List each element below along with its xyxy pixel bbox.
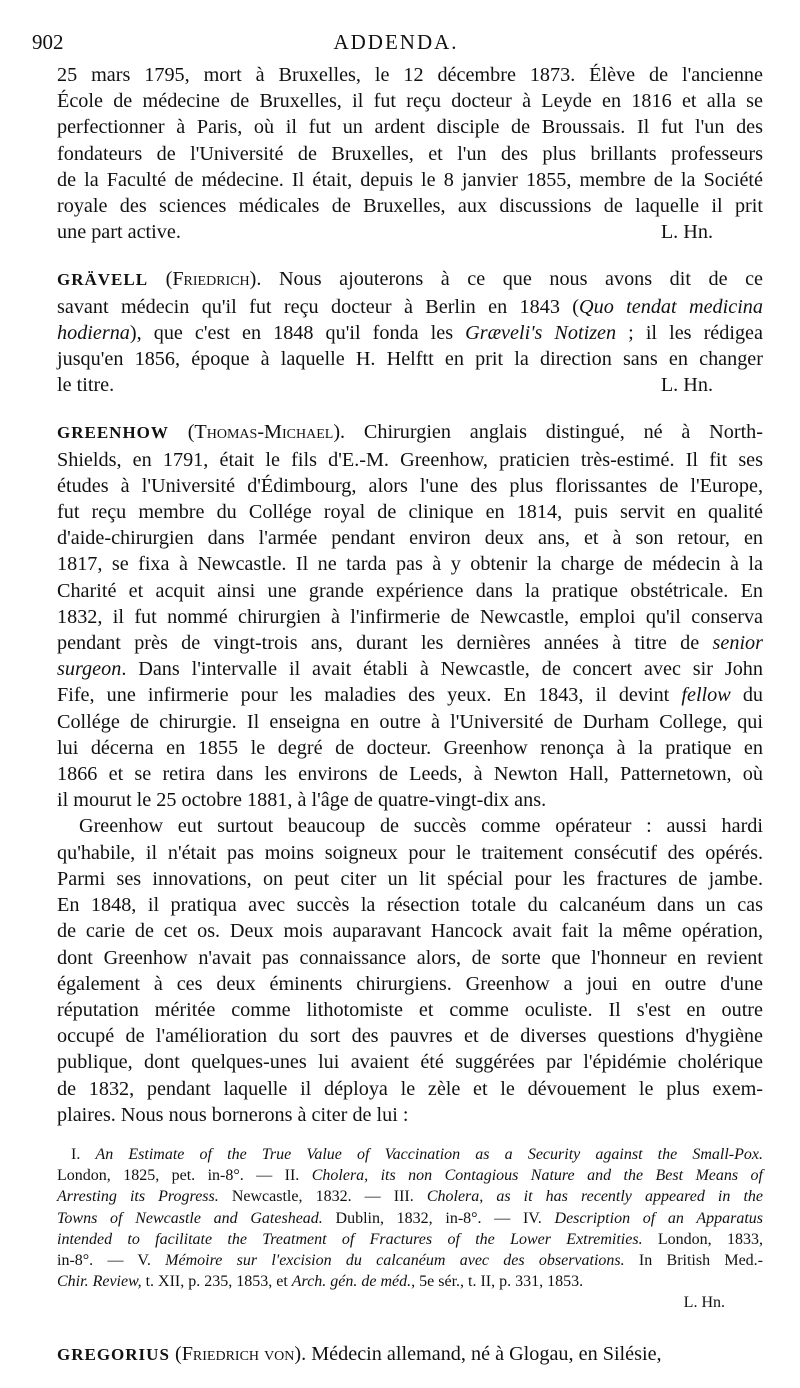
text-line: En 1848, il pratiqua avec succès la résection totale du calcanéum dans un cas <box>57 894 763 917</box>
italic-term: fellow <box>681 684 731 707</box>
entry-gregorius <box>57 1341 763 1368</box>
reference-line <box>57 1186 763 1207</box>
text-fragment: savant médecin qu'il fut reçu docteur à Berlin en 1843 ( <box>57 295 580 318</box>
reference-title: An Estimate of the True Value of Vaccination as a Security against the Small-Pox. <box>95 1145 764 1163</box>
text-fragment: Chirurgien anglais distingué, né à North- <box>345 421 763 444</box>
text-fragment: ; il les rédigea <box>616 321 763 344</box>
text-line: de 1832, pendant laquelle il déploya le zèle et le dévouement le plus exem- <box>57 1077 763 1100</box>
text-line: publique, dont quelques-unes lui avaient été suggérées par l'épidémie cholérique <box>57 1051 763 1074</box>
text-fragment: Médecin allemand, né à Glogau, en Silésie, <box>306 1343 662 1366</box>
text-line: fut reçu membre du Collége royal de clinique en 1814, puis servit en qualité <box>57 501 763 524</box>
text-line: Collége de chirurgie. Il enseigna en outre à l'Université de Durham College, qui <box>57 710 763 733</box>
text-line: de la Faculté de médecine. Il était, depuis le 8 janvier 1855, membre de la Société <box>57 168 763 191</box>
author-signature: L. Hn. <box>660 221 713 244</box>
entry-firstname: (Friedrich von). <box>174 1343 307 1366</box>
text-line: perfectionner à Paris, où il fut un ardent disciple de Broussais. Il fut l'un des <box>57 116 763 139</box>
reference-line <box>57 1271 763 1292</box>
text-line: lui décerna en 1855 le degré de docteur. Greenhow renonça à la pratique en <box>57 736 763 759</box>
text-line <box>57 266 763 293</box>
text-line: Shields, en 1791, était le fils d'E.-M. Greenhow, praticien très-estimé. Il fit ses <box>57 448 763 471</box>
text-line <box>57 219 763 245</box>
italic-title: hodierna <box>57 321 130 344</box>
text-line: de carie de cet os. Deux mois auparavant Hancock avait fait la même opération, <box>57 920 763 943</box>
reference-title: Description of an Apparatus <box>554 1209 764 1227</box>
text-line: royale des sciences médicales de Bruxelles, aux discussions de laquelle il prit <box>57 195 763 218</box>
continued-entry <box>57 62 763 245</box>
italic-title: Quo tendat medicina <box>579 295 763 318</box>
text-fragment: I. <box>71 1145 96 1163</box>
text-line <box>57 320 763 346</box>
text-line <box>57 656 763 682</box>
text-line: qu'habile, il n'était pas moins soigneux pour le traitement consécutif des opérés. <box>57 841 763 864</box>
text-line: 25 mars 1795, mort à Bruxelles, le 12 décembre 1873. Élève de l'ancienne <box>57 64 763 86</box>
reference-line <box>57 1144 763 1165</box>
entry-headword: GREENHOW <box>57 423 169 443</box>
text-line: occupé de l'amélioration du sort des pauvres et de diverses questions d'hygiène <box>57 1025 763 1048</box>
text-line <box>57 419 763 446</box>
text-fragment: Nous ajouterons à ce que nous avons dit de ce <box>261 268 763 291</box>
entry-firstname: (Friedrich). <box>165 268 262 291</box>
text-line <box>57 294 763 320</box>
author-signature: L. Hn. <box>683 1294 725 1312</box>
text-line: 1832, il fut nommé chirurgien à l'infirmerie de Newcastle, emploi qu'il conserva <box>57 605 763 628</box>
reference-title: Cholera, its non Contagious Nature and the Best Means of <box>311 1167 763 1185</box>
reference-title: Towns of Newcastle and Gateshead. <box>57 1209 323 1227</box>
text-line: École de médecine de Bruxelles, il fut reçu docteur à Leyde en 1816 et alla se <box>57 90 763 113</box>
italic-term: senior <box>712 632 763 655</box>
text-line: jusqu'en 1856, époque à laquelle H. Helftt en prit la direction sans en changer <box>57 348 763 371</box>
reference-title: Chir. Review, <box>57 1273 142 1291</box>
text-fragment: 5e sér., t. II, p. 331, 1853. <box>415 1273 584 1291</box>
reference-title: Cholera, as it has recently appeared in the <box>426 1188 764 1206</box>
reference-line <box>57 1250 763 1271</box>
text-line: dont Greenhow n'avait pas connaissance alors, de sorte que l'honneur en revient <box>57 946 763 969</box>
author-signature: L. Hn. <box>660 374 713 397</box>
text-line: Charité et acquit ainsi une grande expérience dans la pratique obstétricale. En <box>57 579 763 602</box>
italic-title: Græveli's Notizen <box>465 321 617 344</box>
text-fragment: London, 1825, pet. in-8°. — II. <box>57 1167 312 1185</box>
reference-line <box>57 1165 763 1186</box>
page-header <box>32 30 760 60</box>
text-fragment: Newcastle, 1832. — III. <box>218 1188 427 1206</box>
page-number: 902 <box>32 30 64 54</box>
text-line: plaires. Nous nous bornerons à citer de lui : <box>57 1103 409 1126</box>
text-fragment: Fife, une infirmerie pour les maladies des yeux. En 1843, il devint <box>57 684 682 707</box>
entry-headword: GRÄVELL <box>57 270 149 290</box>
reference-title: Arch. gén. de méd., <box>291 1273 416 1291</box>
reference-title: Mémoire sur l'excision du calcanéum avec des observations. <box>165 1251 625 1269</box>
text-line <box>57 630 763 656</box>
text-line <box>57 1341 763 1368</box>
reference-title: Arresting its Progress. <box>57 1188 219 1206</box>
page-body <box>57 62 763 1369</box>
text-line <box>57 372 763 398</box>
running-title: ADDENDA. <box>333 30 459 54</box>
text-line: Greenhow eut surtout beaucoup de succès comme opérateur : aussi hardi <box>79 815 763 838</box>
text-fragment: In British Med.- <box>624 1251 763 1269</box>
entry-gravell <box>57 266 763 398</box>
text-fragment: Dublin, 1832, in-8°. — IV. <box>322 1209 555 1227</box>
italic-term: surgeon <box>57 658 122 681</box>
text-fragment: du <box>730 684 764 707</box>
text-line: 1817, se fixa à Newcastle. Il ne tarda pas à y obtenir la charge de médecin à la <box>57 553 763 576</box>
text-fragment: ), que c'est en 1848 qu'il fonda les <box>129 321 466 344</box>
text-line: Parmi ses innovations, on peut citer un lit spécial pour les fractures de jambe. <box>57 867 763 890</box>
text-line: d'aide-chirurgien dans l'armée pendant environ deux ans, et à son retour, en <box>57 527 763 550</box>
bibliography <box>57 1144 763 1313</box>
text-fragment: . Dans l'intervalle il avait établi à Newcastle, de concert avec sir John <box>121 658 763 681</box>
entry-firstname: (Thomas-Michael). <box>187 421 346 444</box>
text-fragment: le titre. <box>57 374 115 397</box>
text-line: également à ces deux éminents chirurgiens. Greenhow a joui en outre d'une <box>57 972 763 995</box>
text-fragment: pendant près de vingt-trois ans, durant les dernières années à titre de <box>57 632 713 655</box>
text-line: fondateurs de l'Université de Bruxelles, et l'un des plus brillants professeurs <box>57 142 763 165</box>
text-line: réputation méritée comme lithotomiste et comme oculiste. Il s'est en outre <box>57 998 763 1021</box>
text-line: il mourut le 25 octobre 1881, à l'âge de quatre-vingt-dix ans. <box>57 789 547 812</box>
text-fragment: une part active. <box>57 221 181 244</box>
reference-line <box>57 1208 763 1229</box>
text-line <box>57 682 763 708</box>
text-fragment: London, 1833, <box>642 1230 763 1248</box>
entry-headword: GREGORIUS <box>57 1345 170 1365</box>
reference-line <box>57 1229 763 1250</box>
entry-greenhow <box>57 419 763 1313</box>
text-fragment: t. XII, p. 235, 1853, et <box>141 1273 292 1291</box>
text-fragment: in-8°. — V. <box>57 1251 166 1269</box>
text-line: 1866 et se retira dans les environs de Leeds, à Newton Hall, Patternetown, où <box>57 763 763 786</box>
text-line: études à l'Université d'Édimbourg, alors l'une des plus florissantes de l'Europe, <box>57 474 763 497</box>
reference-title: intended to facilitate the Treatment of Fractures of the Lower Extremities. <box>57 1230 643 1248</box>
